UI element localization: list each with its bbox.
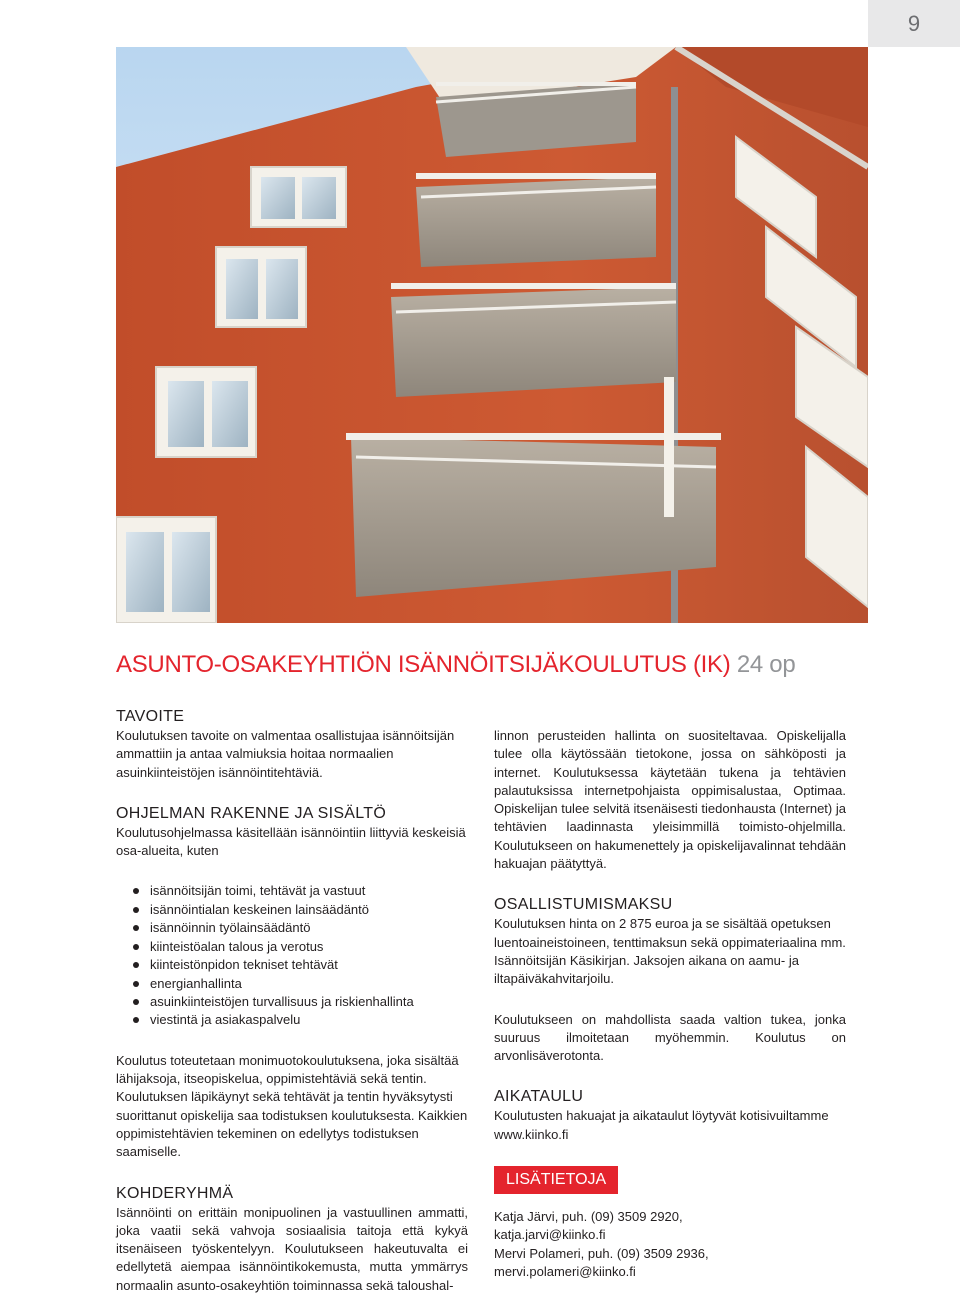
tavoite-heading: TAVOITE xyxy=(116,708,185,725)
ohjelma-intro: Koulutusohjelmassa käsitellään isännöintiin liittyviä keskeisiä osa-alueita, kuten xyxy=(116,824,466,859)
valtion-tuki-text: Koulutukseen on mahdollista saada valtion tukea, jonka suuruus ilmoitetaan myöhemmin. Koulutus on arvonlisäverotonta. xyxy=(494,1011,846,1064)
ohjelma-text: Koulutus toteutetaan monimuotokoulutuksena, joka sisältää lähijaksoja, itseopiskelua, oppimistehtäviä sekä tentin. Koulutuksen läpikäynyt sekä tehtävät ja tentin hyväksytysti suorittanut opiskelija saa todistuksen koulutuksesta. Kaikkien oppimistehtävien tekeminen on edellytys todistuksen saamiselle. xyxy=(116,1052,468,1160)
list-item: isännöinnin työlainsäädäntö xyxy=(116,919,468,937)
contact-line: Mervi Polameri, puh. (09) 3509 2936, xyxy=(494,1245,709,1261)
page-title xyxy=(116,651,795,679)
continuation-text: linnon perusteiden hallinta on suositeltavaa. Opiskelijalla tulee olla käytössään tietokone, jossa on sähköposti ja internet. Koulutuksessa käytetään tukena ja tehtävien palautuksissa internetpohjaista oppimisalustaa, Optimaa. Opiskelijan tulee selvitä itsenäisesti tiedonhausta (Internet) ja tehtävien laadinnasta yleisimmillä toimisto-ohjelmilla. Koulutukseen on hakumenettely ja opiskelijavalinnat tehdään hakuajan päätyttyä. xyxy=(494,728,846,872)
kohderyhma-text: Isännöinti on erittäin monipuolinen ja vastuullinen ammatti, joka vaatii sekä vahvoja sosiaalisia taitoja että kykyä itsenäiseen työskentelyyn. Koulutukseen hakeutuvalta ei edellytetä aiempaa isännöintikokemusta, mutta ymmärrys normaalin asunto-osakeyhtiön toiminnassa sekä taloushal- xyxy=(116,1204,468,1293)
maksu-heading: OSALLISTUMISMAKSU xyxy=(494,896,673,914)
tavoite-text: Koulutuksen tavoite on valmentaa osallistujaa isännöitsijän ammattiin ja antaa valmiuksia hoitaa normaalien asuinkiinteistöjen isännöintitehtäviä. xyxy=(116,728,455,780)
list-item: kiinteistöalan talous ja verotus xyxy=(116,938,468,956)
maksu-text: Koulutuksen hinta on 2 875 euroa ja se sisältää opetuksen luentoaineistoineen, tenttimaksun sekä oppimateriaalina mm. Isännöitsijän Käsikirjan. Jaksojen aikana on aamu- ja iltapäiväkahvitarjoilu. xyxy=(494,916,846,987)
building-photo xyxy=(116,47,868,623)
list-item: isännöitsijän toimi, tehtävät ja vastuut xyxy=(116,882,468,900)
aikataulu-heading: AIKATAULU xyxy=(494,1088,584,1106)
contact-email[interactable]: katja.jarvi@kiinko.fi xyxy=(494,1227,606,1243)
list-item: energianhallinta xyxy=(116,975,468,993)
list-item: viestintä ja asiakaspalvelu xyxy=(116,1011,468,1029)
ohjelma-list xyxy=(116,882,468,1029)
kohderyhma-heading: KOHDERYHMÄ xyxy=(116,1184,234,1202)
contact-email[interactable]: mervi.polameri@kiinko.fi xyxy=(494,1263,636,1279)
title-units: 24 op xyxy=(736,651,796,678)
contact-line: Katja Järvi, puh. (09) 3509 2920, xyxy=(494,1209,683,1225)
left-column xyxy=(116,707,468,1295)
list-item: asuinkiinteistöjen turvallisuus ja riskienhallinta xyxy=(116,993,468,1011)
list-item: isännöintialan keskeinen lainsäädäntö xyxy=(116,901,468,919)
title-main: ASUNTO-OSAKEYHTIÖN ISÄNNÖITSIJÄKOULUTUS (IK) xyxy=(116,651,731,678)
page-number: 9 xyxy=(868,0,960,47)
aikataulu-text[interactable]: Koulutusten hakuajat ja aikataulut löytyvät kotisivuiltamme www.kiinko.fi xyxy=(494,1108,829,1142)
list-item: kiinteistönpidon tekniset tehtävät xyxy=(116,956,468,974)
right-column xyxy=(494,707,846,1281)
lisatietoja-heading: LISÄTIETOJA xyxy=(494,1166,618,1194)
ohjelma-heading: OHJELMAN RAKENNE JA SISÄLTÖ xyxy=(116,804,387,822)
